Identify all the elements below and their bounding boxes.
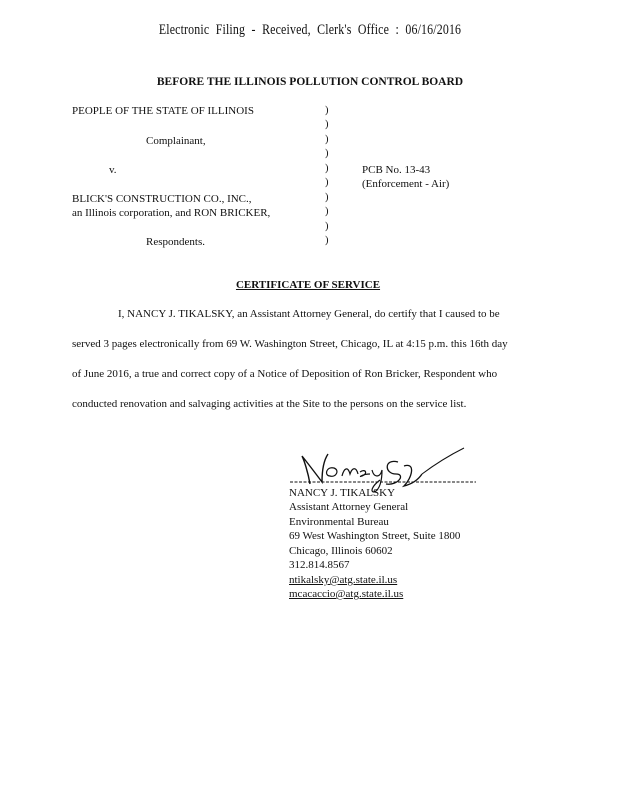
filing-stamp: Electronic Filing - Received, Clerk's Office : 06/16/2016 — [158, 22, 462, 38]
case-number: PCB No. 13-43 — [362, 164, 431, 176]
caption-paren: ) — [325, 192, 329, 203]
caption-paren: ) — [325, 221, 329, 232]
signer-street-address: 69 West Washington Street, Suite 1800 — [289, 530, 461, 542]
caption-paren: ) — [325, 119, 329, 130]
caption-paren: ) — [325, 206, 329, 217]
plaintiff-role: Complainant, — [146, 135, 206, 147]
caption-paren: ) — [325, 148, 329, 159]
certificate-body-line: conducted renovation and salvaging activities at the Site to the persons on the service list. — [72, 398, 467, 410]
versus-label: v. — [109, 164, 117, 176]
caption-paren: ) — [325, 134, 329, 145]
certificate-body-line: of June 2016, a true and correct copy of a Notice of Deposition of Ron Bricker, Respondent who — [72, 368, 498, 380]
board-title: BEFORE THE ILLINOIS POLLUTION CONTROL BOARD — [156, 76, 464, 88]
certificate-body-line: served 3 pages electronically from 69 W. Washington Street, Chicago, IL at 4:15 p.m. this 16th day — [72, 338, 508, 350]
certificate-body-line: I, NANCY J. TIKALSKY, an Assistant Attorney General, do certify that I caused to be — [118, 308, 500, 320]
case-type: (Enforcement - Air) — [362, 178, 450, 190]
certificate-title: CERTIFICATE OF SERVICE — [235, 279, 381, 291]
signer-title: Assistant Attorney General — [289, 501, 409, 513]
caption-paren: ) — [325, 177, 329, 188]
cc-email-link[interactable]: mcacaccio@atg.state.il.us — [289, 588, 404, 600]
signer-bureau: Environmental Bureau — [289, 516, 389, 528]
signer-phone: 312.814.8567 — [289, 559, 350, 571]
caption-paren: ) — [325, 163, 329, 174]
signer-email-link[interactable]: ntikalsky@atg.state.il.us — [289, 574, 398, 586]
signer-name: NANCY J. TIKALSKY — [289, 487, 396, 499]
caption-paren: ) — [325, 235, 329, 246]
signer-city: Chicago, Illinois 60602 — [289, 545, 393, 557]
defendant-name-line1: BLICK'S CONSTRUCTION CO., INC., — [72, 193, 252, 205]
defendant-name-line2: an Illinois corporation, and RON BRICKER, — [72, 207, 271, 219]
caption-paren: ) — [325, 105, 329, 116]
plaintiff-name: PEOPLE OF THE STATE OF ILLINOIS — [72, 105, 254, 117]
defendant-role: Respondents. — [146, 236, 205, 248]
